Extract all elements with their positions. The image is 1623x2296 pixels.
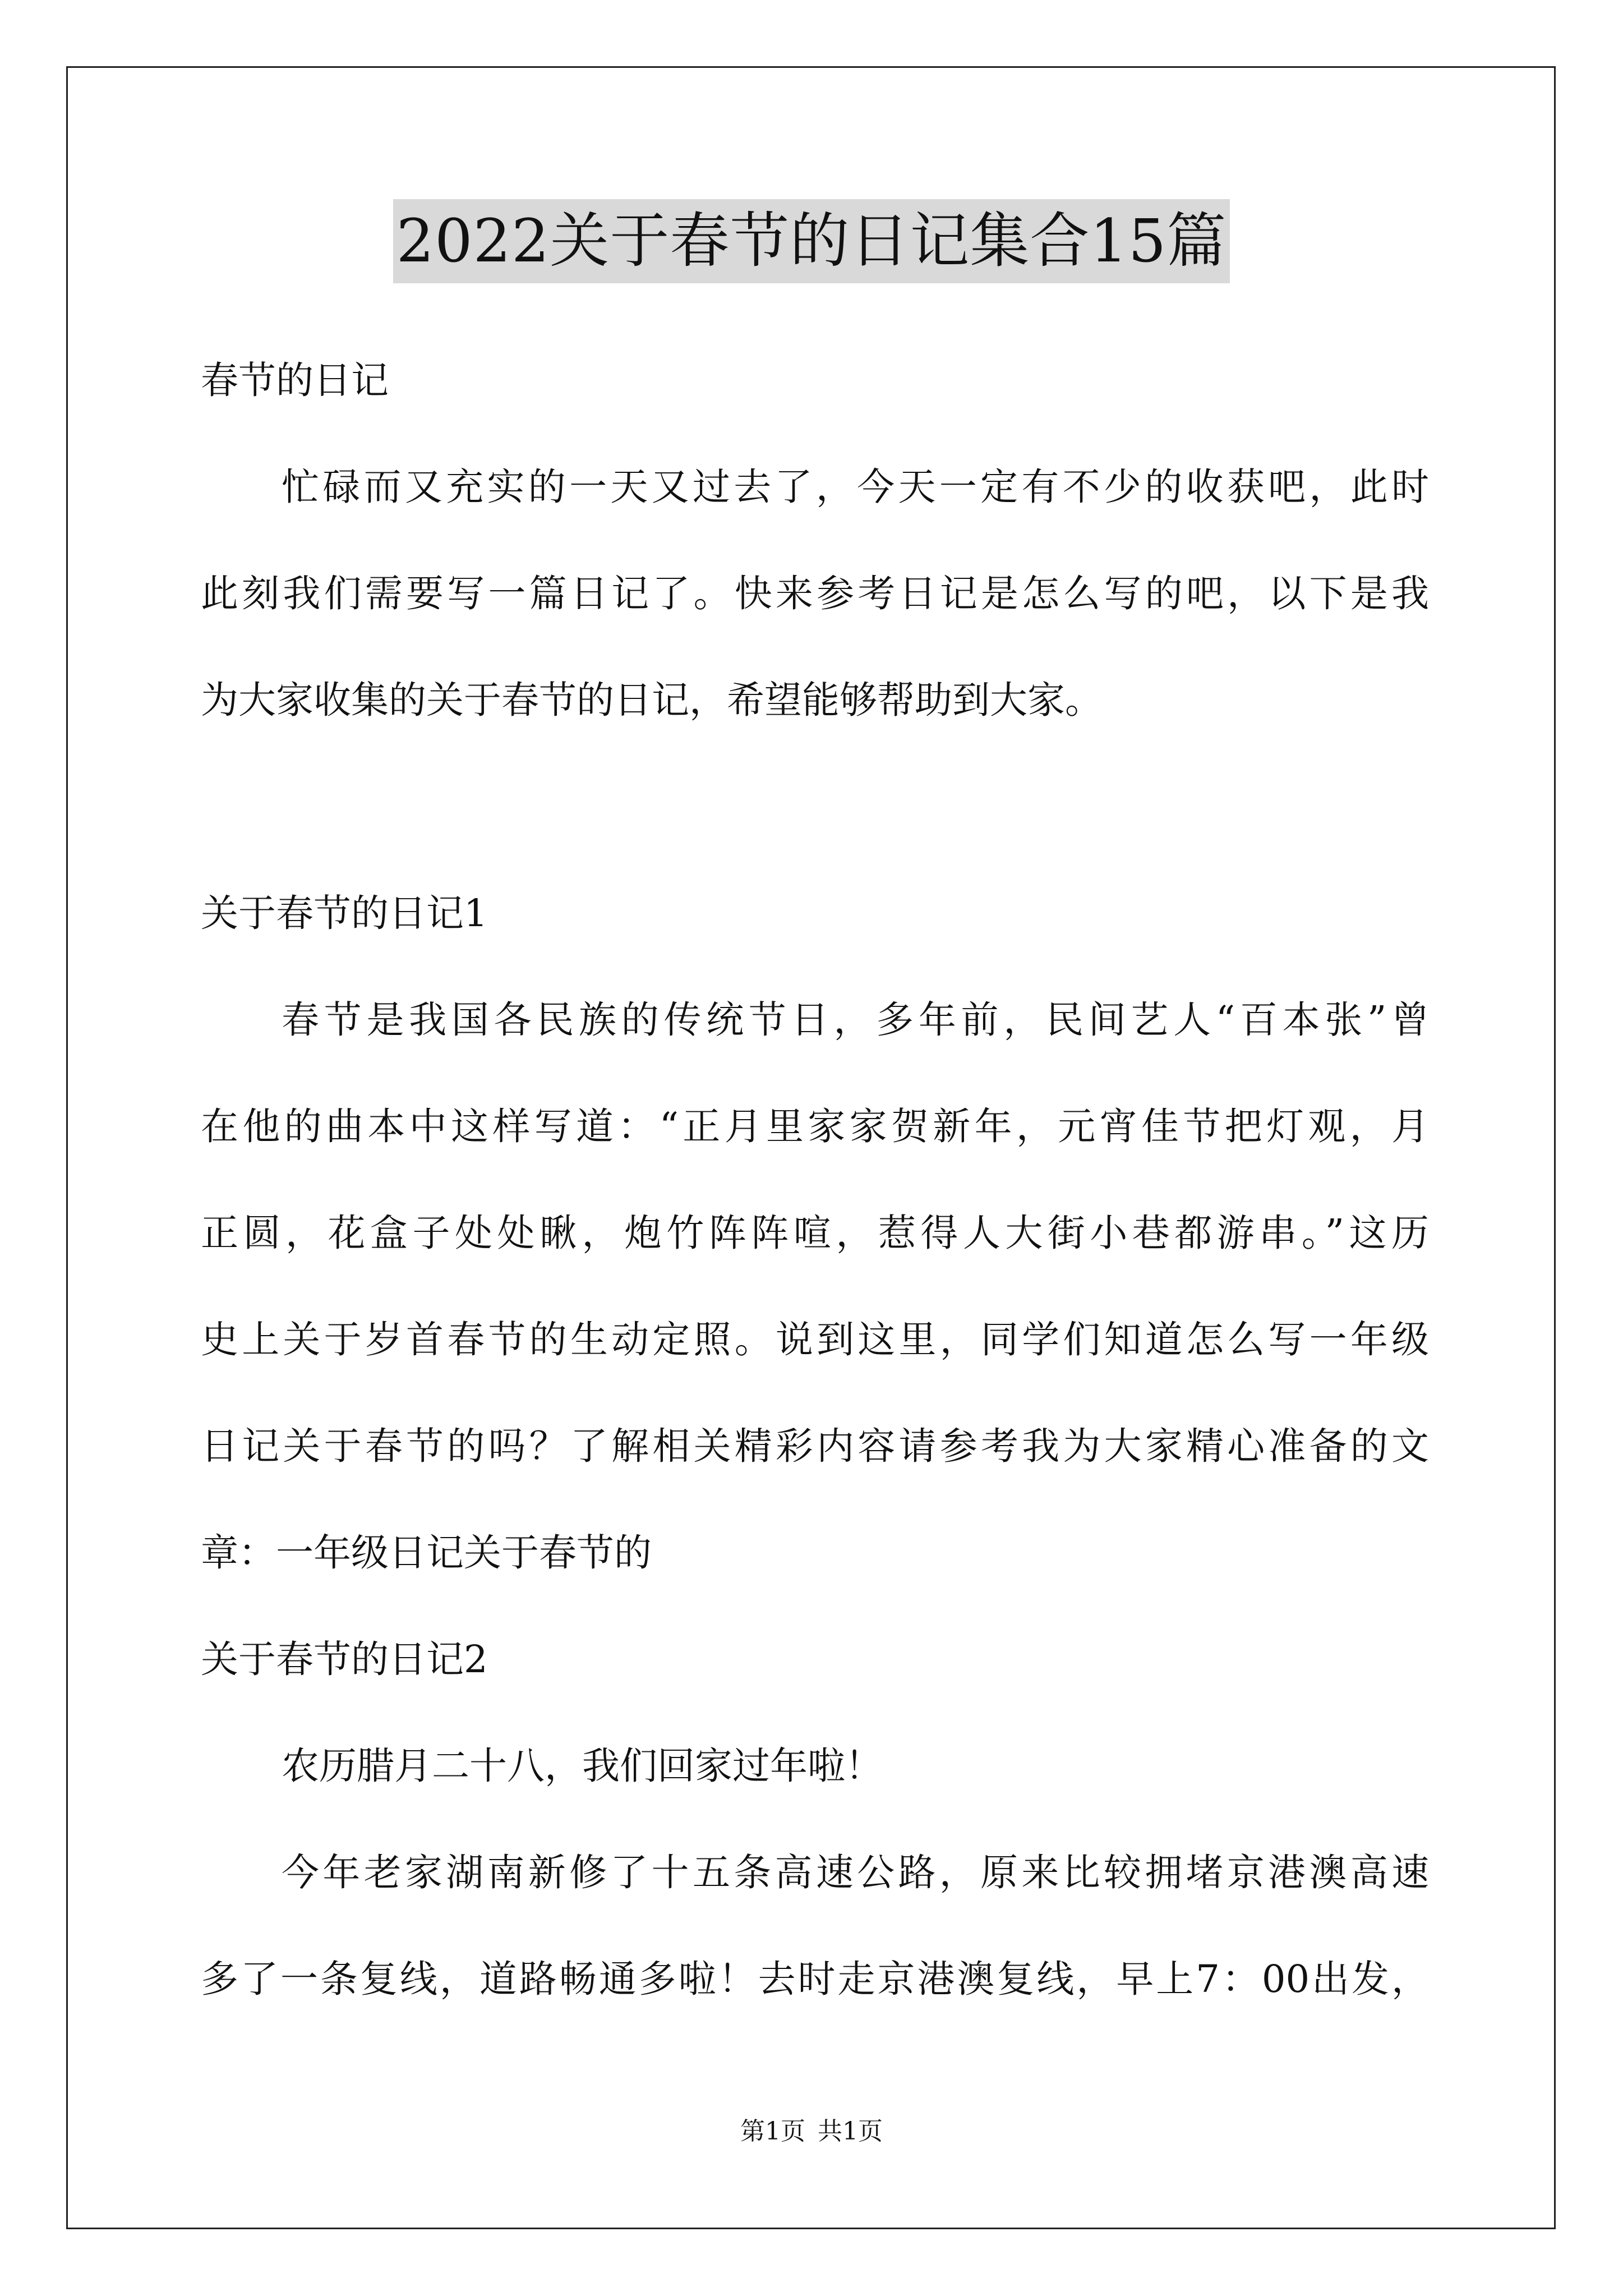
page-number-current: 第1页 xyxy=(740,2117,805,2146)
title-container xyxy=(0,199,1623,283)
paragraph-line: 在他的曲本中这样写道：“正月里家家贺新年，元宵佳节把灯观，月 xyxy=(201,1105,1429,1148)
page-number-total: 共1页 xyxy=(818,2117,883,2146)
section-heading: 关于春节的日记2 xyxy=(201,1637,488,1681)
paragraph-line: 日记关于春节的吗？了解相关精彩内容请参考我为大家精心准备的文 xyxy=(201,1424,1429,1468)
document-title: 2022关于春节的日记集合15篇 xyxy=(393,199,1230,283)
paragraph-line: 史上关于岁首春节的生动定照。说到这里，同学们知道怎么写一年级 xyxy=(201,1318,1429,1361)
section-heading: 关于春节的日记1 xyxy=(201,891,488,935)
paragraph-line: 农历腊月二十八，我们回家过年啦！ xyxy=(282,1744,883,1788)
paragraph-line: 春节是我国各民族的传统节日，多年前，民间艺人“百本张”曾 xyxy=(282,998,1429,1042)
page-footer xyxy=(0,2115,1623,2148)
paragraph-line: 正圆，花盒子处处瞅，炮竹阵阵喧，惹得人大街小巷都游串。”这历 xyxy=(201,1211,1429,1255)
paragraph-line: 为大家收集的关于春节的日记，希望能够帮助到大家。 xyxy=(201,678,1103,722)
paragraph-line: 此刻我们需要写一篇日记了。快来参考日记是怎么写的吧，以下是我 xyxy=(201,572,1429,615)
paragraph-line: 忙碌而又充实的一天又过去了，今天一定有不少的收获吧，此时 xyxy=(282,465,1429,509)
paragraph-line: 多了一条复线，道路畅通多啦！去时走京港澳复线，早上7：00出发， xyxy=(201,1957,1429,2001)
section-heading: 春节的日记 xyxy=(201,358,389,402)
paragraph-line: 今年老家湖南新修了十五条高速公路，原来比较拥堵京港澳高速 xyxy=(282,1851,1429,1894)
paragraph-line: 章：一年级日记关于春节的 xyxy=(201,1531,652,1575)
